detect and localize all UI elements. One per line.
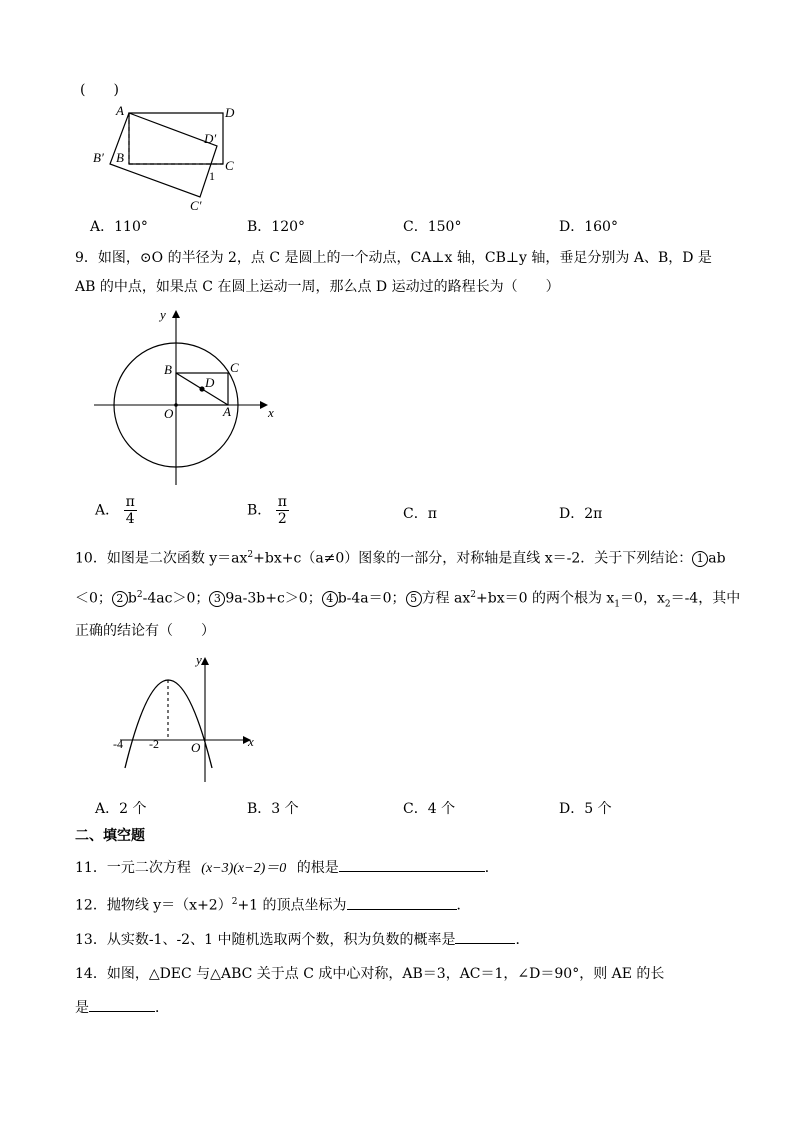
q9-option-d[interactable]: D．2π	[559, 506, 603, 522]
q8-option-c[interactable]: C．150°	[403, 219, 462, 235]
q9-label-b: B	[164, 362, 172, 377]
q8-option-d[interactable]: D．160°	[559, 219, 618, 235]
q9-label-x: x	[268, 405, 274, 420]
q13-stem: 13．从实数-1、-2、1 中随机选取两个数，积为负数的概率是 ．	[75, 929, 529, 950]
q10-option-c[interactable]: C．4 个	[403, 801, 456, 817]
q8-label-c: C	[225, 158, 234, 173]
q10-stem-line2: ＜0； 2 $b^2-4ac>0$； 3 9a-3b+c＞0； 4 b-4a＝0； 5 方程 $ax^2+bx=0$ 的两个根为 $x_1=0$，$x_2=-4$，其中	[75, 590, 741, 610]
q13-answer-blank[interactable]	[455, 929, 515, 944]
q9-label-c: C	[230, 360, 239, 375]
q10-label-x: x	[248, 734, 254, 749]
q9-y-axis-arrow	[172, 310, 180, 318]
q10-circled-3: 3	[209, 591, 225, 607]
q8-option-a[interactable]: A．110°	[90, 219, 148, 235]
q10-circled-1: 1	[692, 551, 708, 567]
q8-rectangle-rotation-figure	[88, 100, 248, 215]
q8-rotated-rectangle	[110, 113, 217, 197]
q8-label-d-prime: D′	[204, 131, 217, 146]
q10-label-minus4: -4	[113, 737, 123, 751]
q9-label-o: O	[164, 406, 174, 421]
q10-circled-5: 5	[406, 591, 422, 607]
q9-option-c[interactable]: C．π	[403, 506, 437, 522]
q8-label-d: D	[225, 105, 235, 120]
q9-circle-figure	[88, 305, 283, 490]
q11-stem: 11．一元二次方程 (x−3)(x−2)＝0 的根是 ．	[75, 857, 499, 879]
q9-point-o	[174, 403, 178, 407]
q10-circled-2: 2	[112, 591, 128, 607]
section-fill-in-title: 二、填空题	[75, 828, 145, 844]
q10-circled-4: 4	[322, 591, 338, 607]
q9-option-b[interactable]: B． $\frac{\pi}{2}$	[247, 494, 287, 527]
q10-option-b[interactable]: B．3 个	[247, 801, 299, 817]
q14-stem-line2: 是 ．	[75, 997, 169, 1018]
q9-label-d: D	[205, 375, 215, 390]
q14-answer-blank[interactable]	[89, 997, 155, 1012]
q12-stem: 12．抛物线 $y=(x+2)^2+1$ 的顶点坐标为 ．	[75, 892, 471, 916]
q10-label-minus2: -2	[149, 737, 159, 751]
q9-label-y: y	[160, 307, 166, 322]
q12-answer-blank[interactable]	[347, 895, 457, 910]
q9-option-a-fraction: $\frac{\pi}{4}$	[125, 494, 135, 527]
q8-label-b-prime: B′	[93, 150, 104, 165]
q9-label-a: A	[223, 404, 231, 419]
q11-answer-blank[interactable]	[339, 857, 485, 872]
q9-stem-line1: 9．如图，⊙O 的半径为 2，点 C 是圆上的一个动点，CA⊥x 轴，CB⊥y 轴，垂足分别为 A、B，D 是	[75, 250, 712, 266]
q8-label-b: B	[116, 150, 124, 165]
q10-y-axis-arrow	[201, 657, 209, 665]
q8-label-c-prime: C′	[190, 198, 202, 213]
q10-label-y: y	[196, 652, 202, 667]
q8-label-a: A	[116, 103, 124, 118]
q14-stem-line1: 14．如图，△DEC 与△ABC 关于点 C 成中心对称，AB＝3，AC＝1，∠D＝90°，则 AE 的长	[75, 966, 665, 982]
q10-parabola-figure	[105, 650, 265, 785]
q9-point-d	[199, 386, 204, 391]
q10-stem-line3: 正确的结论有（ ）	[75, 623, 215, 639]
q9-option-a[interactable]: A． $\frac{\pi}{4}$	[95, 494, 135, 527]
q10-option-a[interactable]: A．2 个	[95, 801, 147, 817]
q10-option-d[interactable]: D．5 个	[559, 801, 612, 817]
q9-stem-line2: AB 的中点，如果点 C 在圆上运动一周，那么点 D 运动过的路程长为（ ）	[75, 279, 560, 295]
q9-x-axis-arrow	[260, 401, 268, 409]
q11-equation: (x−3)(x−2)＝0	[201, 861, 287, 876]
q10-stem-line1: 10．如图是二次函数 $y=ax^2+bx+c(a\ne 0)$图象的一部分，对称轴是直线 x＝-2．关于下列结论： 1 ab	[75, 550, 726, 567]
q9-option-b-fraction: $\frac{\pi}{2}$	[277, 494, 287, 527]
q10-label-o: O	[191, 740, 201, 755]
q8-option-b[interactable]: B．120°	[247, 219, 306, 235]
q8-answer-paren: ( )	[80, 82, 119, 98]
q8-label-angle-1: 1	[209, 169, 215, 183]
